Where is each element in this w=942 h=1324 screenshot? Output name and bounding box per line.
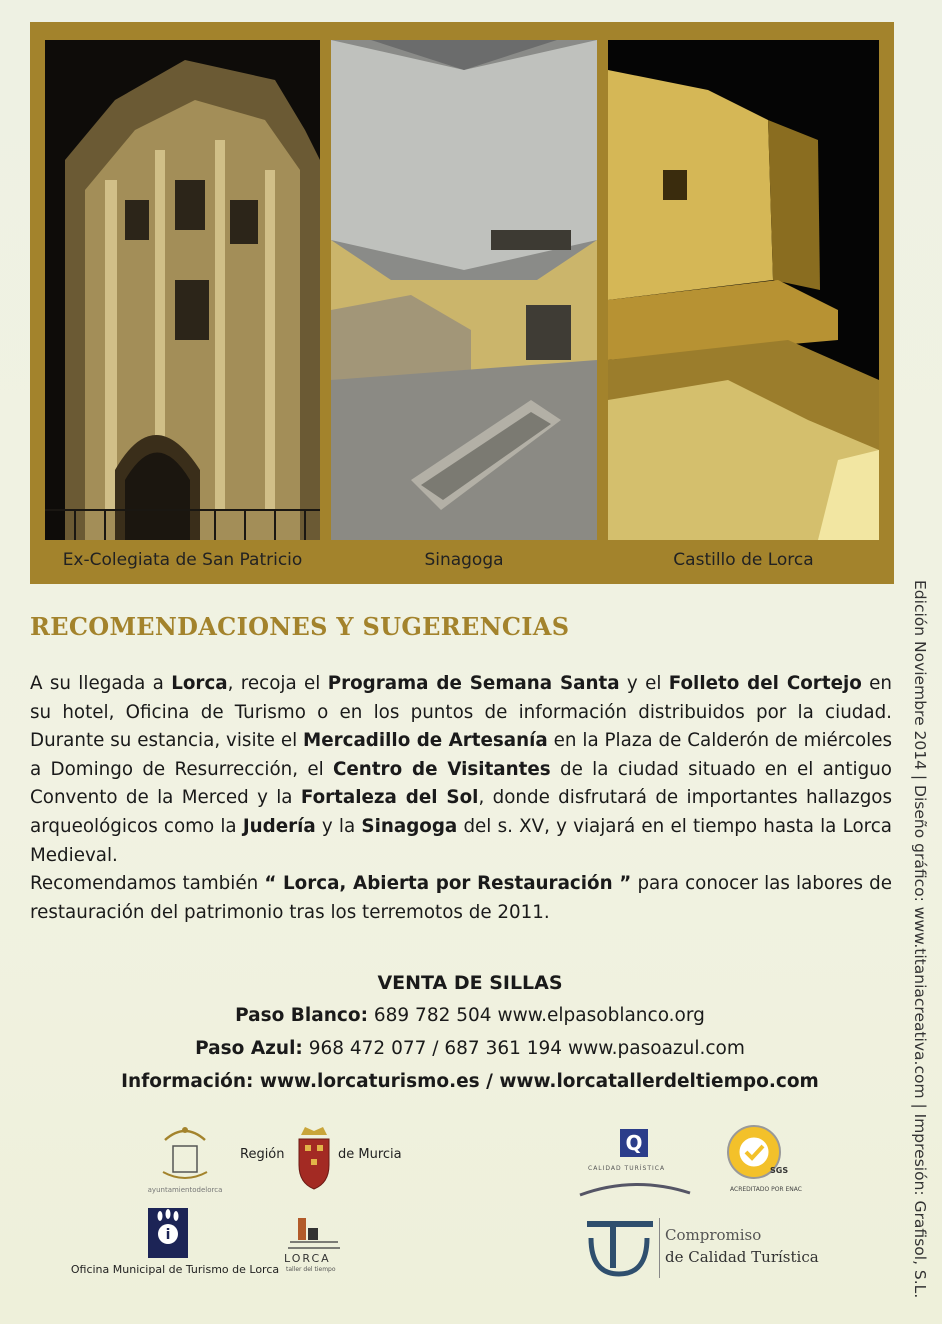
side-credits: Edición Noviembre 2014 | Diseño gráfico: www.titaniacreativa.com | Impresión: Grafisol, S.L. (911, 580, 929, 1299)
sinagoga-illustration (331, 40, 597, 540)
photo-castillo (608, 40, 879, 540)
recommendations-text (30, 670, 892, 927)
q-calidad-icon (578, 1125, 698, 1200)
paso-blanco-line: Paso Blanco: 689 782 504 www.elpasoblanco.org (235, 1005, 705, 1026)
info-line: Información: www.lorcaturismo.es / www.lorcatallerdeltiempo.com (121, 1071, 819, 1092)
region-label: Región (240, 1147, 285, 1162)
paragraph-1: A su llegada a Lorca, recoja el Programa de Semana Santa y el Folleto del Cortejo en su hotel, Oficina de Turismo o en los puntos de información distribuidos por la ciudad. Durante su estancia, visite el Mercadillo de Artesanía en la Plaza de Calderón de miércoles a Domingo de Resurrección, el Centro de Visitantes de la ciudad situado en el antiguo Convento de la Merced y la Fortaleza del Sol, donde disfrutará de importantes hallazgos arqueológicos como la Judería y la Sinagoga del s. XV, y viajará en el tiempo hasta la Lorca Medieval. (30, 673, 893, 866)
region-murcia-logo (240, 1125, 420, 1195)
caption-castillo: Castillo de Lorca (673, 550, 814, 570)
paso-azul-line: Paso Azul: 968 472 077 / 687 361 194 www.pasoazul.com (195, 1038, 745, 1059)
oficina-i-icon (148, 1208, 188, 1258)
q-calidad-label: CALIDAD TURÍSTICA (588, 1165, 666, 1172)
ayuntamiento-crest-icon (145, 1122, 225, 1182)
compromiso-label-1: Compromiso (665, 1226, 762, 1244)
sales-title: VENTA DE SILLAS (377, 972, 563, 994)
caption-sinagoga: Sinagoga (424, 550, 504, 570)
colegiata-illustration (45, 40, 320, 540)
svg-text:Q: Q (625, 1131, 643, 1155)
paragraph-2: Recomendamos también “ Lorca, Abierta por Restauración ” para conocer las labores de restauración del patrimonio tras los terremotos de 2011. (30, 873, 892, 923)
murcia-label: de Murcia (338, 1147, 402, 1162)
svg-text:i: i (165, 1227, 171, 1243)
ayuntamiento-logo-text: ayuntamientodelorca (147, 1186, 223, 1194)
castillo-illustration (608, 40, 879, 540)
ayuntamiento-logo (145, 1122, 225, 1197)
compromiso-label-2: de Calidad Turística (665, 1248, 819, 1266)
section-heading: RECOMENDACIONES Y SUGERENCIAS (30, 612, 570, 641)
sgs-label: SGS (770, 1166, 789, 1175)
photo-sinagoga (331, 40, 597, 540)
caption-ex-colegiata: Ex-Colegiata de San Patricio (62, 550, 303, 570)
oficina-label: Oficina Municipal de Turismo de Lorca (70, 1263, 280, 1276)
q-calidad-logo (578, 1125, 698, 1200)
sgs-seal-icon (722, 1122, 802, 1184)
murcia-shield-icon (295, 1125, 333, 1191)
sgs-logo (722, 1122, 802, 1202)
compromiso-calidad-logo (585, 1218, 825, 1283)
lorca-taller-logo (280, 1214, 350, 1284)
oficina-turismo-logo (70, 1208, 280, 1278)
lorca-sublabel: taller del tiempo (286, 1266, 336, 1273)
compromiso-icon (585, 1218, 655, 1278)
photo-ex-colegiata (45, 40, 320, 540)
sgs-note: ACREDITADO POR ENAC (730, 1186, 802, 1193)
lorca-label: LORCA (284, 1252, 331, 1265)
lorca-taller-icon (280, 1214, 350, 1254)
